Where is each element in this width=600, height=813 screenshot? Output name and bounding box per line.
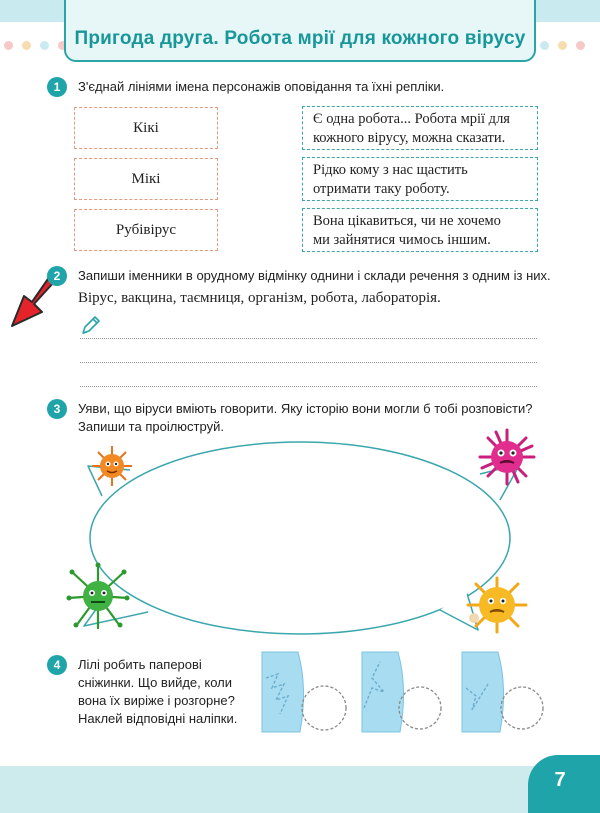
task-4-number: 4 [47,655,67,675]
task-4-line-3: вона їх виріже і розгорне? [78,693,235,708]
task-1-instruction: З'єднай лініями імена персонажів оповідання та їхні репліки. [78,79,445,94]
paper-fold-3 [458,648,550,734]
orange-virus-icon [90,444,134,488]
yellow-virus-icon [462,574,532,636]
task-4-line-2: сніжинки. Що вийде, коли [78,675,233,690]
task-4-line-4: Наклей відповідні наліпки. [78,711,238,726]
name-box-miki[interactable]: Мікі [74,158,218,200]
green-virus-icon [66,562,130,630]
paper-fold-2 [358,648,450,734]
bottom-band [0,766,600,813]
quote-1-line-2: кожного вірусу, можна сказати. [313,130,506,146]
title-box [64,0,536,62]
decor-dots-right [540,37,594,47]
name-box-rubivirus[interactable]: Рубівірус [74,209,218,251]
task-2-word-list: Вірус, вакцина, таємниця, організм, робота, лабораторія. [78,290,441,306]
quote-3-line-1: Вона цікавиться, чи не хочемо [313,213,501,229]
quote-2-line-1: Рідко кому з нас щастить [313,162,468,178]
quote-3-line-2: ми зайнятися чимось іншим. [313,232,491,248]
task-3-line-1: Уяви, що віруси вміють говорити. Яку історію вони могли б тобі розповісти? [78,401,533,416]
quote-box-1[interactable] [302,106,538,150]
task-4-line-1: Лілі робить паперові [78,657,202,672]
task-2-instruction: Запиши іменники в орудному відмінку однини і склади речення з одним із них. [78,268,551,283]
quote-box-3[interactable] [302,208,538,252]
task-1-number: 1 [47,77,67,97]
magenta-virus-icon [478,428,536,486]
answer-line-3[interactable] [80,386,537,387]
pencil-icon [80,314,102,336]
task-3-number: 3 [47,399,67,419]
task-3-line-2: Запиши та проілюструй. [78,419,224,434]
quote-1-line-1: Є одна робота... Робота мрії для [313,111,510,127]
task-2-number: 2 [47,266,67,286]
quote-2-line-2: отримати таку роботу. [313,181,450,197]
quote-box-2[interactable] [302,157,538,201]
page-title: Пригода друга. Робота мрії для кожного вірусу [74,28,526,49]
name-box-kiki[interactable]: Кікі [74,107,218,149]
answer-line-2[interactable] [80,362,537,363]
page-number: 7 [554,769,566,791]
task-4-instruction [78,656,237,728]
paper-fold-1 [258,648,350,734]
answer-line-1[interactable] [80,338,537,339]
